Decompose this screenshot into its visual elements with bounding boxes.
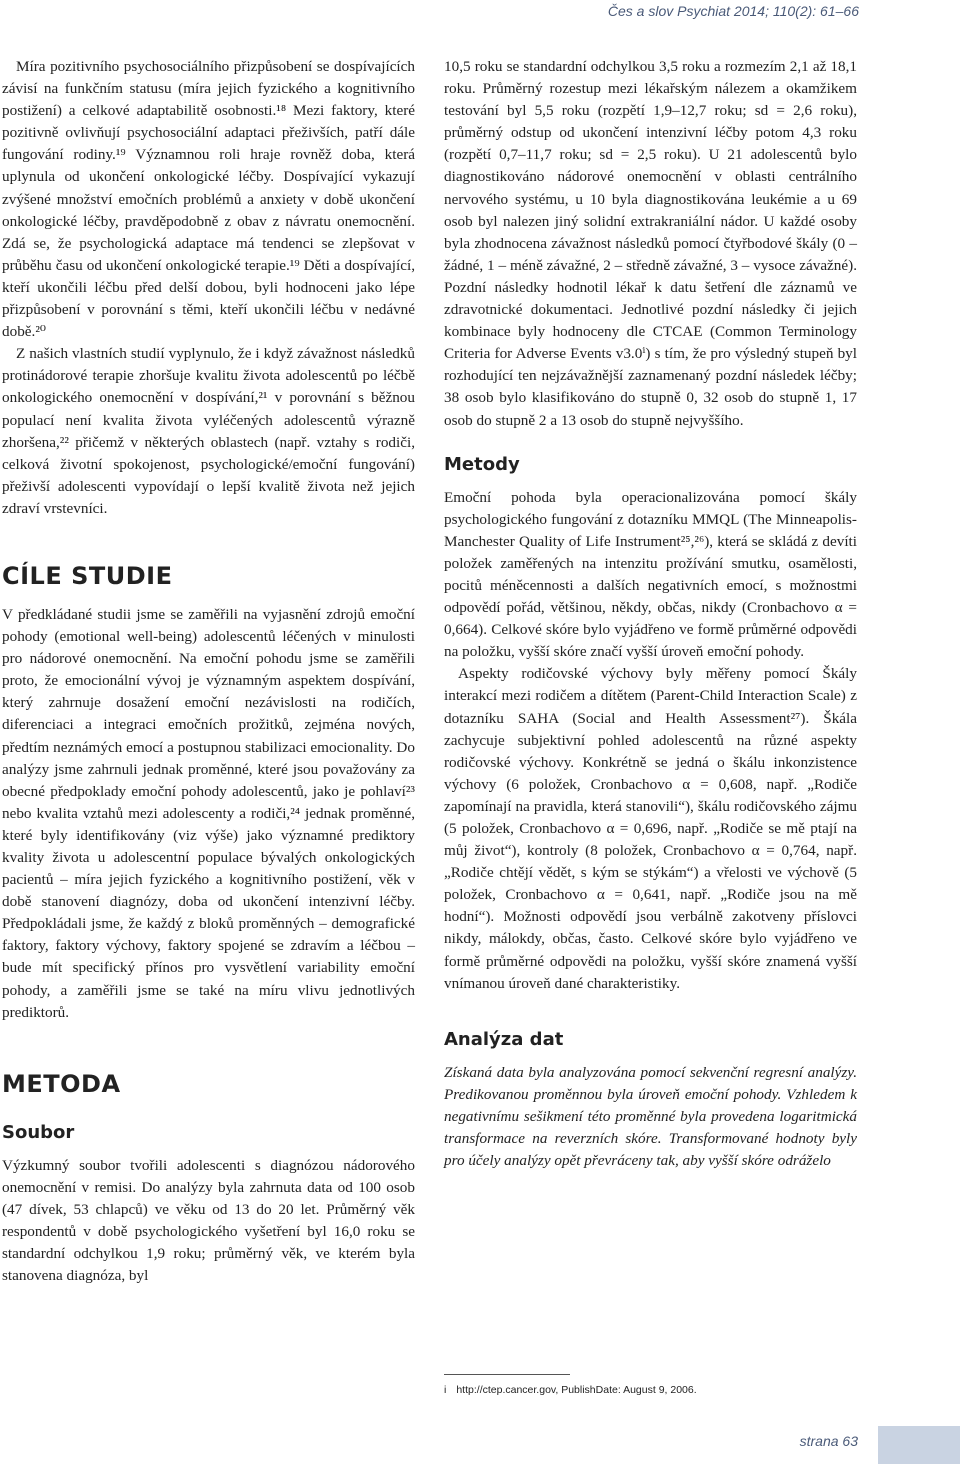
footnote-link[interactable]: http://ctep.cancer.gov, PublishDate: August 9, 2006. [456,1384,697,1396]
footnote-divider [444,1374,570,1375]
page-number-bar [878,1426,960,1464]
soubor-paragraph-continued: 10,5 roku se standardní odchylkou 3,5 roku a rozmezím 2,1 až 18,1 roku. Průměrný rozestup mezi lékařským nálezem a okamžikem testování byl 5,5 roku (rozpětí 1,9–12,7 roku; sd = 2,6 roku), průměrný odstup od ukončení intenzivní léčby potom 4,3 roku (rozpětí 0,7–11,7 roku; sd = 2,5 roku). U 21 adolescentů bylo diagnostikováno nádorové onemocnění v oblasti centrálního nervového systému, u 10 byla diagnostikována leukémie a u 69 osob byl nalezen jiný solidní extrakraniální nádor. U každé osoby byla zhodnocena závažnost následků pomocí čtyřbodové škály (0 – žádné, 1 – méně závažné, 2 – středně závažné, 3 – vysoce závažné). Pozdní následky hodnotil lékař k datu šetření dle záznamů ve zdravotnické dokumentaci. Jednotlivé pozdní následky či jejich kombinace byly hodnoceny dle CTCAE (Common Terminology Criteria for Adverse Events v3.0ⁱ) s tím, že pro výsledný stupeň byl rozhodující ten nejzávažnější zaznamenaný pozdní následek léčby; 38 osob bylo klasifikováno do stupně 0, 32 osob do stupně 1, 17 osob do stupně 2 a 13 osob do stupně nejvyššího. [444,58,857,429]
metody-paragraph-1: Emoční pohoda byla operacionalizována pomocí škály psychologického fungování z dotazníku MMQL (The Minneapolis-Manchester Quality of Life Instrument²⁵,²⁶), která se skládá z devíti položek zaměřených na intenzitu prožívání smutku, osamělosti, pocitů méněcennosti a dalších negativních emocí, s možnostmi odpovědí pořád, většinou, někdy, občas, nikdy (Cronbachovo α = 0,664). Celkové skóre bylo vyjádřeno ve formě průměrné odpovědi na položku, vyšší skóre značí vyšší úroveň emoční pohody. [444,488,857,661]
running-head: Čes a slov Psychiat 2014; 110(2): 61–66 [607,3,859,19]
soubor-paragraph: Výzkumný soubor tvořili adolescenti s diagnózou nádorového onemocnění v remisi. Do analýzy byla zahrnuta data od 100 osob (47 dívek, 53 chlapců) ve věku od 13 do 20 let. Průměrný věk respondentů v době psychologického vyšetření byl 16,0 roku se standardní odchylkou 1,9 roku; průměrný věk, ve kterém byla stanovena diagnóza, byl [2,1156,415,1285]
subsection-heading-metody: Metody [444,453,520,475]
footnote-mark: i [444,1384,447,1396]
intro-paragraph-1: Míra pozitivního psychosociálního přizpůsobení se dospívajících závisí na funkčním statusu (míra jejich fyzického a kognitivního postižení) a celkové adaptabilitě osobnosti.¹⁸ Mezi faktory, které pozitivně ovlivňují psychosociální adaptaci přeživších, patří dále fungování rodiny.¹⁹ Významnou roli hraje rovněž doba, která uplynula od ukončení onkologické léčby. Dospívající vykazují zvýšené množství emočních problémů a anxiety v době ukončení onkologické léčby, pravděpodobně z obav z návratu onemocnění. Zdá se, že psychologická adaptace má tendenci se zlepšovat v průběhu času od ukončení onkologické terapie.¹⁹ Děti a dospívající, kteří ukončili léčbu před delší dobou, byli hodnoceni jako lépe přizpůsobení v porovnání s těmi, kteří ukončili léčbu v nedávné době.²⁰ [2,58,415,341]
intro-paragraph-2: Z našich vlastních studií vyplynulo, že i když závažnost následků protinádorové terapie zhoršuje kvalitu života adolescentů po léčbě onkologického onemocnění v dospívání,²¹ v porovnání s běžnou populací není kvalita života vyléčených adolescentů výrazně zhoršena,²² přičemž v některých oblastech (např. vztahy s rodiči, celková životní spokojenost, psychologické/emoční fungování) přeživší adolescenti vypovídají o lepší kvalitě života než jejich zdraví vrstevníci. [2,345,415,517]
section-heading-cile-studie: CÍLE STUDIE [2,561,173,590]
metody-paragraph-2: Aspekty rodičovské výchovy byly měřeny pomocí Škály interakcí mezi rodičem a dítětem (Parent-Child Interaction Scale) z dotazníku SAHA (Social and Health Assessment²⁷). Škála zachycuje subjektivní pohled adolescentů na různé aspekty rodičovské výchovy. Konkrétně se jedná o škálu inkonzistence výchovy (6 položek, Cronbachovo α = 0,608, např. „Rodiče zapomínají na pravidla, která stanovili“), škálu rodičovského zájmu (5 položek, Cronbachovo α = 0,696, např. „Rodiče se mě ptají na můj život“), kontroly (8 položek, Cronbachovo α = 0,764, např. „Rodiče chtějí vědět, s kým se stýkám“) a vřelosti ve výchově (5 položek, Cronbachovo α = 0,641, např. „Rodiče jsou na mě hodní“). Možnosti odpovědí jsou verbálně zakotveny příslovci nikdy, málokdy, občas, často. Celkové skóre bylo vyjádřeno ve formě průměrné odpovědi na položku, vyšší skóre znamená vyšší vnímanou úroveň dané charakteristiky. [444,665,857,992]
footnote [444,1384,697,1396]
section-heading-metoda: METODA [2,1069,121,1098]
page-number: strana 63 [799,1433,858,1449]
right-column [444,56,857,1172]
subsection-heading-analyza-dat: Analýza dat [444,1028,564,1050]
subsection-heading-soubor: Soubor [2,1121,75,1143]
left-column [2,56,415,1287]
cile-paragraph: V předkládané studii jsme se zaměřili na vyjasnění zdrojů emoční pohody (emotional well-being) adolescentů léčených v minulosti pro nádorové onemocnění. Na emoční pohodu jsme se zaměřili proto, že emocionální vývoj je významným aspektem dospívání, který zahrnuje dosažení emoční nezávislosti na rodičích, diferenciaci a integraci emočních prožitků, zejména nových, předtím neznámých emocí a postupnou stabilizaci emocionality. Do analýzy jsme zahrnuli jednak proměnné, které jsou považovány za obecné předpoklady emoční pohody adolescentů, jako je pohlaví²³ nebo kvalita vztahů mezi adolescenty a rodiči,²⁴ jednak proměnné, které byly identifikovány (viz výše) jako významné prediktory kvality života u adolescentní populace bývalých onkologických pacientů – míra jejich fyzického a kognitivního postižení, věk v době stanovení diagnózy, doba od ukončení intenzivní léčby. Předpokládali jsme, že každý z bloků proměnných – demografické faktory, faktory výchovy, faktory spojené se zdravím a léčbou – bude mít specifický přínos pro vysvětlení variability emoční pohody, a zaměřili jsme se také na míru vlivu jednotlivých prediktorů. [2,605,415,1021]
analyza-paragraph: Získaná data byla analyzována pomocí sekvenční regresní analýzy. Predikovanou proměnnou byla úroveň emoční pohody. Vzhledem k negativnímu sešikmení této proměnné byla provedena logaritmická transformace na reverzních skóre. Transformované hodnoty byly pro účely analýzy opět převráceny tak, aby vyšší skóre odráželo [444,1063,857,1170]
